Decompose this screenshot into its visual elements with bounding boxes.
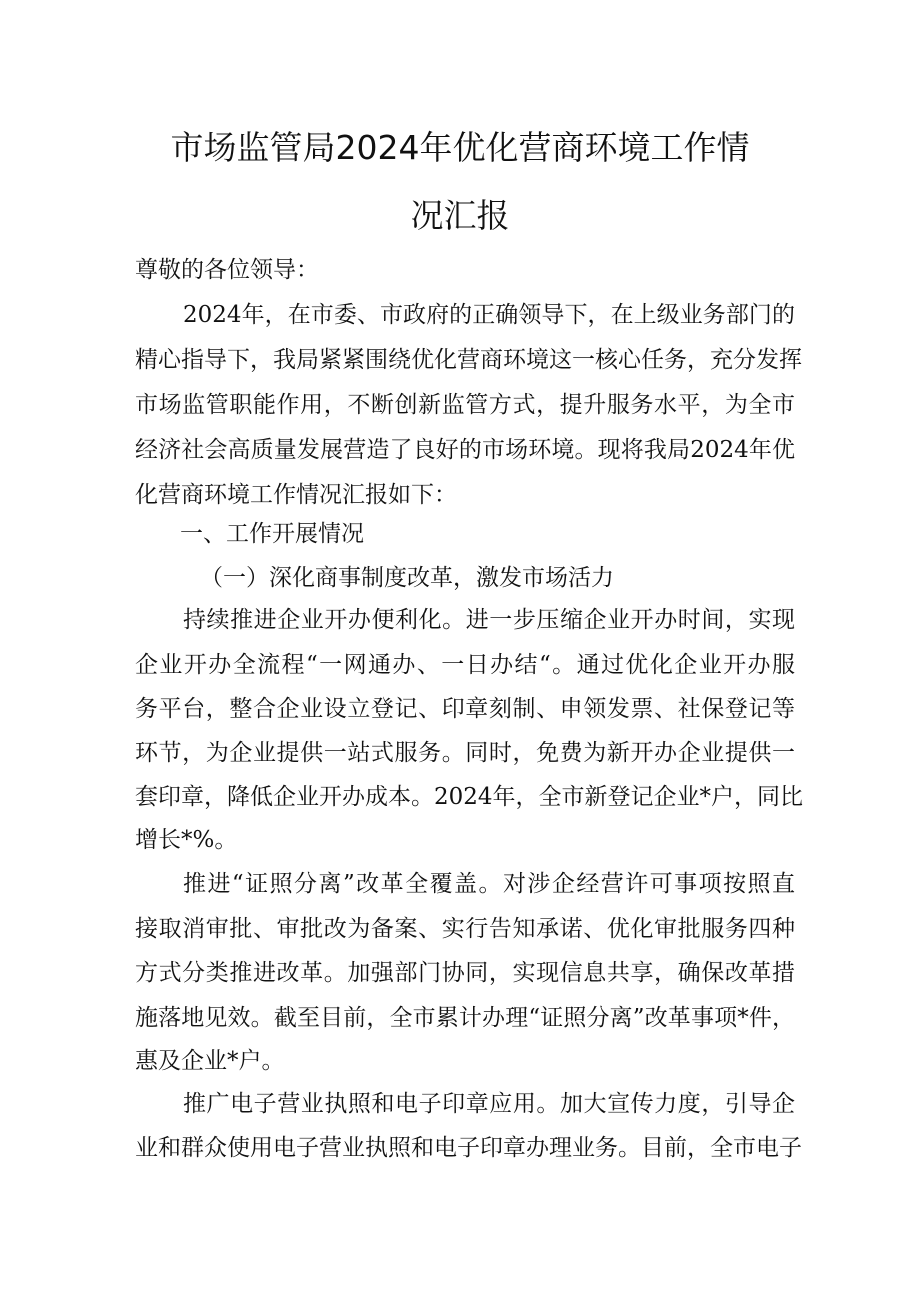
intro-line-4: 经济社会高质量发展营造了良好的市场环境。现将我局2024年优 — [135, 437, 795, 463]
para1-line-6: 增长*%。 — [135, 827, 238, 853]
document-title-line-1: 市场监管局2024年优化营商环境工作情 — [170, 128, 750, 167]
document-title-line-2: 况汇报 — [410, 196, 510, 235]
para2-line-1: 推进“证照分离”改革全覆盖。对涉企经营许可事项按照直 — [183, 871, 795, 897]
intro-line-1: 2024年，在市委、市政府的正确领导下，在上级业务部门的 — [183, 302, 795, 328]
salutation: 尊敬的各位领导： — [135, 257, 319, 283]
para1-line-3: 务平台，整合企业设立登记、印章刻制、申领发票、社保登记等 — [135, 696, 795, 722]
intro-line-5: 化营商环境工作情况汇报如下： — [135, 482, 457, 508]
para3-line-1: 推广电子营业执照和电子印章应用。加大宣传力度，引导企 — [183, 1091, 795, 1117]
intro-line-3: 市场监管职能作用，不断创新监管方式，提升服务水平，为全市 — [135, 392, 795, 418]
para1-line-5: 套印章，降低企业开办成本。2024年，全市新登记企业*户，同比 — [135, 784, 804, 810]
para3-line-2: 业和群众使用电子营业执照和电子印章办理业务。目前，全市电子 — [135, 1135, 802, 1161]
section-heading: 一、工作开展情况 — [180, 521, 364, 547]
para1-line-2: 企业开办全流程“一网通办、一日办结“。通过优化企业开办服 — [135, 652, 795, 678]
subsection-heading: （一）深化商事制度改革，激发市场活力 — [200, 565, 614, 591]
para2-line-3: 方式分类推进改革。加强部门协同，实现信息共享，确保改革措 — [135, 960, 795, 986]
intro-line-2: 精心指导下，我局紧紧围绕优化营商环境这一核心任务，充分发挥 — [135, 347, 802, 373]
para2-line-5: 惠及企业*户。 — [135, 1048, 285, 1074]
para2-line-2: 接取消审批、审批改为备案、实行告知承诺、优化审批服务四种 — [135, 916, 795, 942]
para1-line-1: 持续推进企业开办便利化。进一步压缩企业开办时间，实现 — [183, 607, 795, 633]
para2-line-4: 施落地见效。截至目前，全市累计办理“证照分离”改革事项*件， — [135, 1005, 795, 1031]
para1-line-4: 环节，为企业提供一站式服务。同时，免费为新开办企业提供一 — [135, 740, 795, 766]
